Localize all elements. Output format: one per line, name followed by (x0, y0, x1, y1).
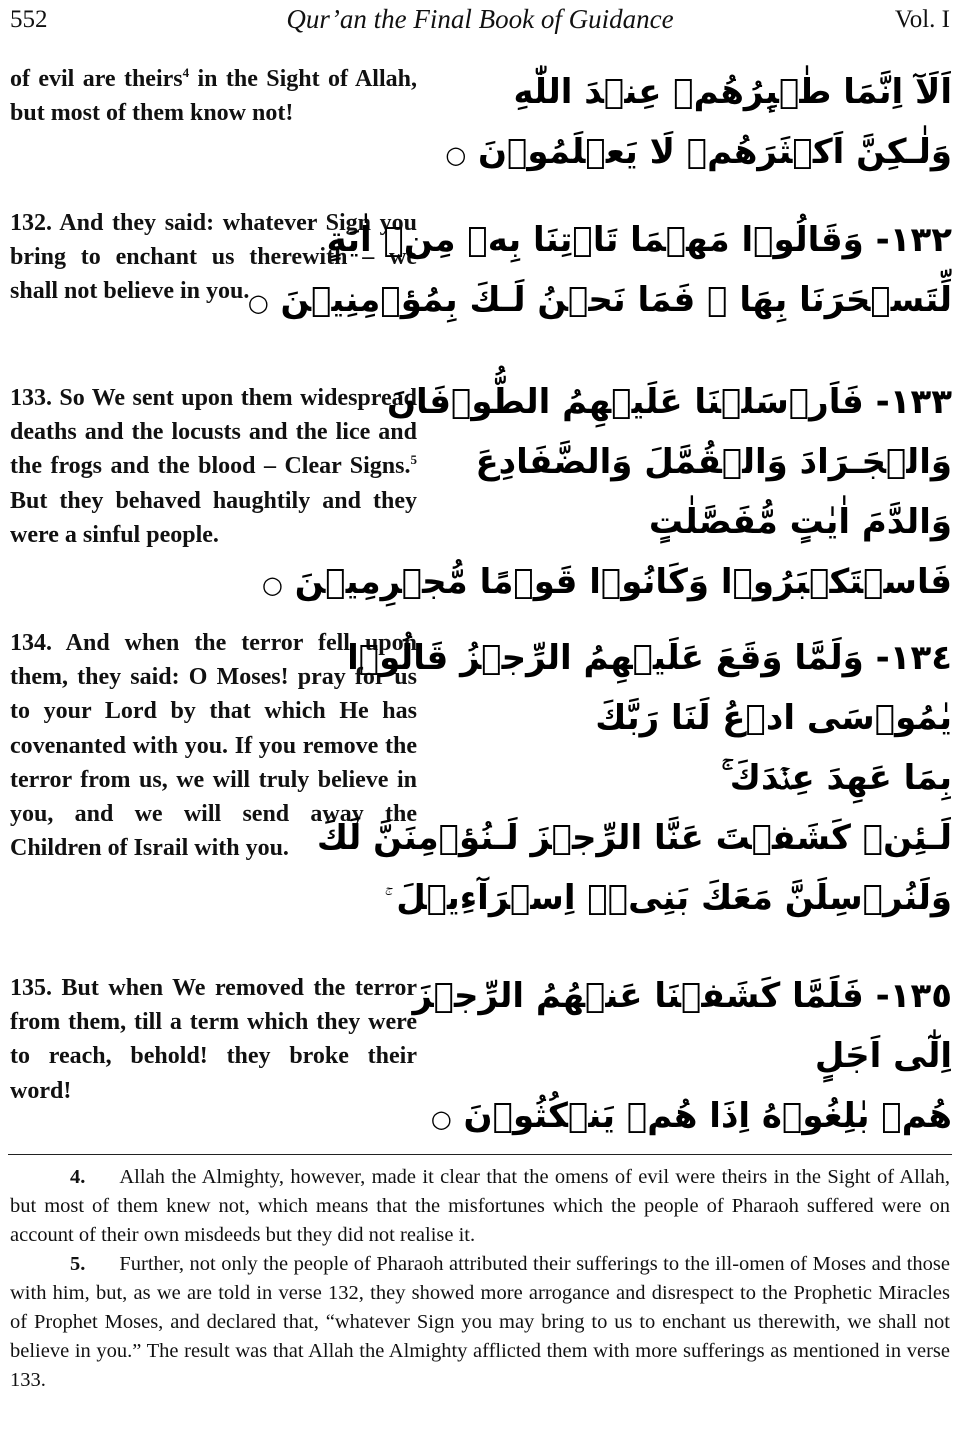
arabic-line: لَـئِنۡ كَشَفۡتَ عَنَّا الرِّجۡزَ لَـنُؤۡمِنَنَّ لَكَ (316, 818, 952, 858)
arabic-verse-134 (316, 628, 952, 928)
verse-text: 133. So We sent upon them widespread deaths and the locusts and the lice and the frogs and the blood – Clear Signs. (10, 385, 417, 480)
verse-text: of evil are theirs (10, 66, 183, 92)
footnote-4 (10, 1163, 950, 1250)
arabic-line: اِلٰٓى اَجَلٍ (814, 1036, 952, 1076)
verse-translation-133 (10, 381, 417, 552)
arabic-line: بِمَا عَهِدَ عِنۡدَكَ ۚ (721, 758, 952, 798)
arabic-line: وَالۡجَـرَادَ وَالۡقُمَّلَ وَالضَّفَادِعَ (475, 442, 952, 482)
arabic-line: وَالدَّمَ اٰيٰتٍ مُّفَصَّلٰتٍ (648, 502, 952, 542)
arabic-verse-133 (261, 372, 952, 612)
arabic-line: اَلَآ اِنَّمَا طٰۤىِٕرُهُمۡ عِنۡدَ اللّٰهِ (513, 72, 952, 112)
verse-text: 135. But when We removed the terror from them, till a term which they were to reach, behold! they broke their word! (10, 975, 417, 1104)
footnote-text: Further, not only the people of Pharaoh attributed their sufferings to the ill-omen of Moses and those with him, but, as we are told in verse 132, they showed more arrogance and disrespect to the Prophetic Miracles of Prophet Moses, and declared that, “whatever Sign you may bring to us to enchant us therewith, we shall not believe in you.” The result was that Allah the Almighty afflicted them with more sufferings as mentioned in verse 133. (10, 1253, 950, 1391)
arabic-line: فَاسۡتَكۡبَرُوۡا وَكَانُوۡا قَوۡمًا مُّجۡرِمِيۡنَ ○ (261, 562, 952, 602)
footnote-5 (10, 1250, 950, 1395)
verse-end-marker: ○ (261, 571, 283, 599)
arabic-line: ١٣٢- وَقَالُوۡا مَهۡمَا تَاۡتِنَا بِهٖ مِنۡ اٰيَةٍ (326, 220, 952, 260)
footnotes (10, 1163, 950, 1395)
footnote-ref: 5 (410, 452, 417, 468)
arabic-line: ١٣٣- فَاَرۡسَلۡنَا عَلَيۡهِمُ الطُّوۡفَانَ (386, 382, 952, 422)
verse-end-marker: ○ (445, 141, 467, 169)
footnote-divider (8, 1154, 952, 1155)
verse-text: 132. And they said: whatever Sign you bring to enchant us therewith – we shall not believe in you. (10, 210, 417, 305)
arabic-line: ١٣٥- فَلَمَّا كَشَفۡنَا عَنۡهُمُ الرِّجۡزَ (412, 976, 952, 1016)
footnote-text: Allah the Almighty, however, made it clear that the omens of evil were theirs in the Sight of Allah, but most of them knew not, which means that the misfortunes which the people of Pharaoh suffered were on account of their own misdeeds but they did not realise it. (10, 1166, 950, 1246)
footnote-number: 5. (70, 1253, 86, 1275)
arabic-line: يٰمُوۡسَى ادۡعُ لَنَا رَبَّكَ (595, 698, 952, 738)
verse-text-continued: in the Sight of Allah, but most of them know not! (10, 66, 417, 127)
verse-end-marker: ○ (247, 289, 269, 317)
footnote-number: 4. (70, 1166, 86, 1188)
arabic-verse-131 (445, 62, 952, 182)
arabic-line: لِّتَسۡحَرَنَا بِهَا ۙ فَمَا نَحۡنُ لَـكَ بِمُؤۡمِنِيۡنَ ○ (247, 280, 952, 320)
arabic-verse-135 (412, 966, 952, 1146)
verse-text: 134. And when the terror fell upon them, they said: O Moses! pray for us to your Lord by that which He has covenanted with you. If you remove the terror from us, we will truly believe in you, and we will send away the Children of Israil with you. (10, 630, 417, 862)
verse-end-marker: ○ (430, 1105, 452, 1133)
footnote-ref: 4 (182, 65, 190, 80)
arabic-line: وَلٰـكِنَّ اَكۡثَرَهُمۡ لَا يَعۡلَمُوۡنَ ○ (445, 132, 952, 172)
verse-translation-131 (10, 62, 417, 130)
arabic-verse-132 (247, 210, 952, 330)
volume-label: Vol. I (894, 6, 950, 33)
arabic-line: هُمۡ بٰلِغُوۡهُ اِذَا هُمۡ يَنۡكُثُوۡنَ ○ (430, 1096, 952, 1136)
verse-text-continued: But they behaved haughtily and they were a sinful people. (10, 487, 417, 548)
page-number: 552 (10, 6, 48, 33)
arabic-line: ١٣٤- وَلَمَّا وَقَعَ عَلَيۡهِمُ الرِّجۡزُ قَالُوۡا (347, 638, 952, 678)
verse-translation-135 (10, 971, 417, 1108)
arabic-line: وَلَنُرۡسِلَنَّ مَعَكَ بَنِىۡۤ اِسۡرَآءِيۡلَ (396, 878, 952, 918)
book-title: Qur’an the Final Book of Guidance (286, 4, 674, 34)
page-header (0, 0, 960, 40)
